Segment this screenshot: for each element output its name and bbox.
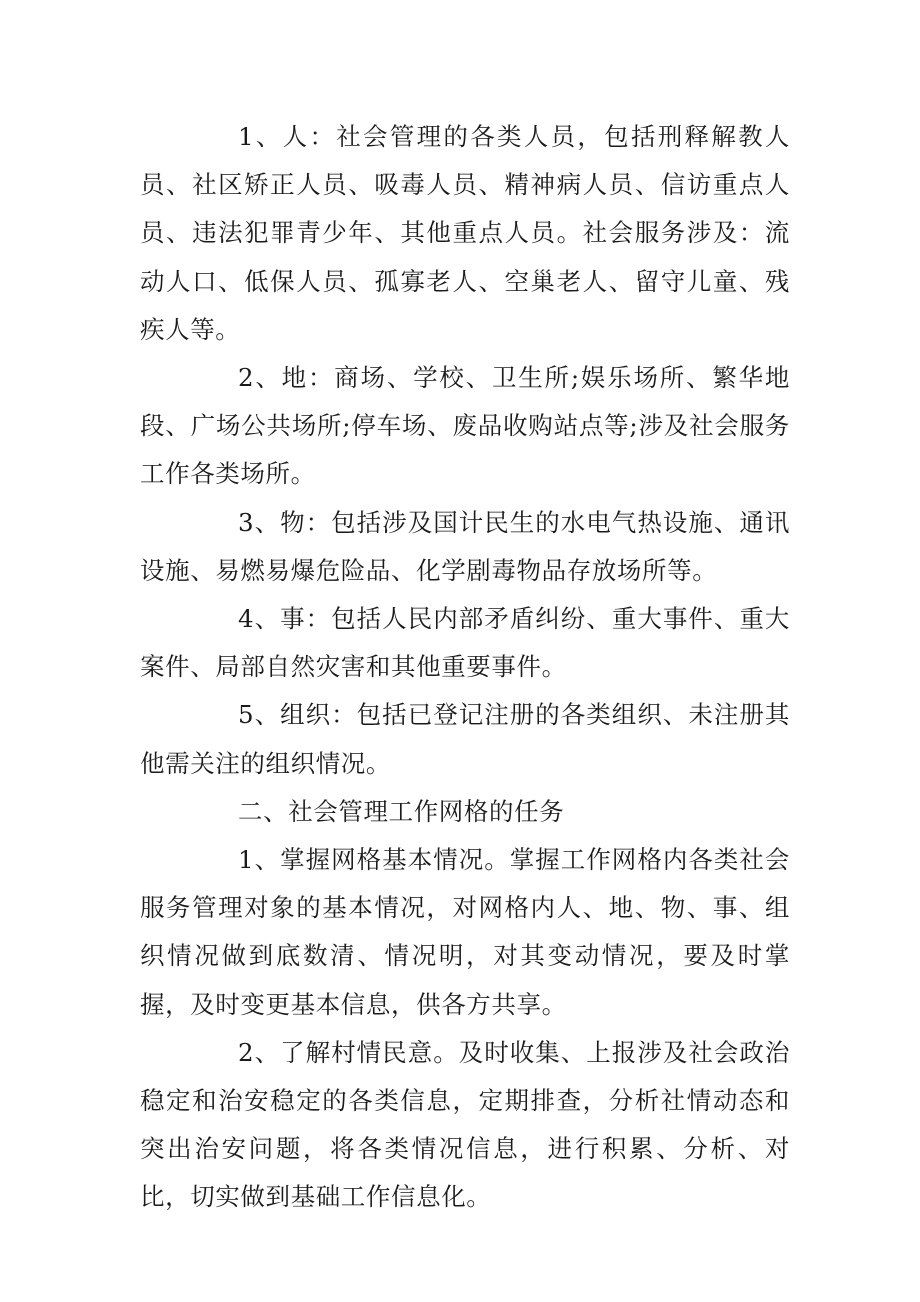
section-heading: 二、社会管理工作网格的任务	[238, 796, 565, 826]
paragraph-places: 2、地：商场、学校、卫生所;娱乐场所、繁华地段、广场公共场所;停车场、废品收购站点等;涉及社会服务工作各类场所。	[140, 363, 790, 489]
paragraph-organizations: 5、组织：包括已登记注册的各类组织、未注册其他需关注的组织情况。	[140, 700, 790, 778]
document-body	[140, 113, 790, 1222]
paragraph-people: 1、人：社会管理的各类人员，包括刑释解教人员、社区矫正人员、吸毒人员、精神病人员、信访重点人员、违法犯罪青少年、其他重点人员。社会服务涉及：流动人口、低保人员、孤寡老人、空巢老人、留守儿童、残疾人等。	[140, 122, 790, 344]
paragraph-task-2: 2、了解村情民意。及时收集、上报涉及社会政治稳定和治安稳定的各类信息，定期排查，分析社情动态和突出治安问题，将各类情况信息，进行积累、分析、对比，切实做到基础工作信息化。	[140, 1037, 790, 1212]
paragraph-objects: 3、物：包括涉及国计民生的水电气热设施、通讯设施、易燃易爆危险品、化学剧毒物品存放场所等。	[140, 507, 790, 585]
paragraph-events: 4、事：包括人民内部矛盾纠纷、重大事件、重大案件、局部自然灾害和其他重要事件。	[140, 604, 790, 682]
paragraph-task-1: 1、掌握网格基本情况。掌握工作网格内各类社会服务管理对象的基本情况，对网格内人、地、物、事、组织情况做到底数清、情况明，对其变动情况，要及时掌握，及时变更基本信息，供各方共享。	[140, 845, 790, 1019]
